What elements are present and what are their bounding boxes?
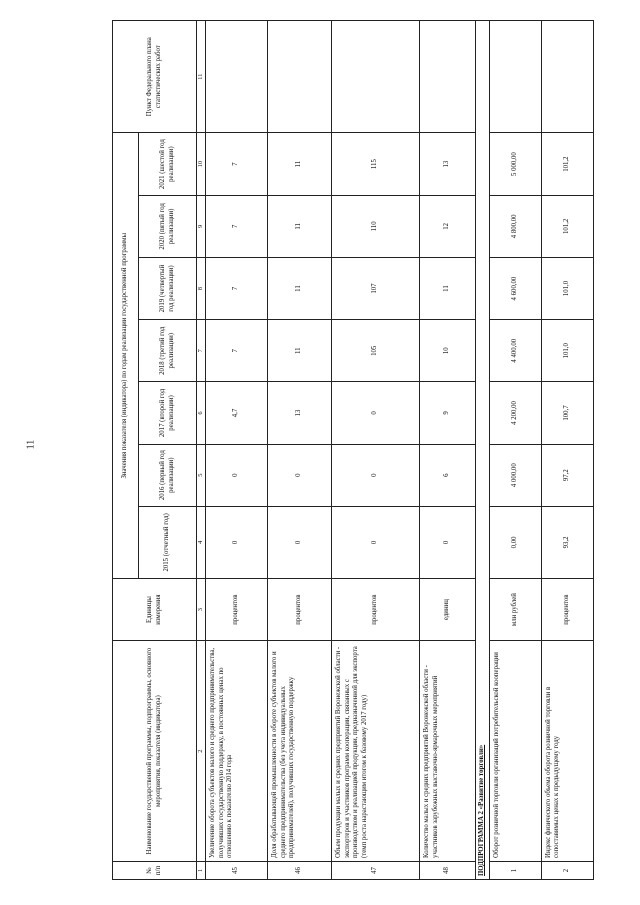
row-name: Объем продукции малых и средних предприятий Воронежской области - экспортеров и участников программ кооперации, связанных с производством и реализацией продукции, предназначенной для экспорта (темп роста нарастающим итогом к базовому 2017 году) [332,641,420,862]
row-value: 10 [420,320,476,382]
row-value: 0 [206,506,268,578]
row-value: 13 [268,382,332,444]
row-unit: млн рублей [489,579,541,641]
row-value: 4 800,00 [489,195,541,257]
row-value: 0 [332,382,420,444]
header-values-group: Значения показателя (индикатора) по годам реализации государственной программы [113,133,139,579]
header-year-2015: 2015 (отчетный год) [139,506,197,578]
table-row [268,21,332,880]
row-plan [206,21,268,133]
row-value: 11 [268,320,332,382]
column-index: 7 [197,320,206,382]
subprogram-row [476,21,489,880]
row-value: 7 [206,195,268,257]
row-value: 101,0 [541,320,593,382]
row-unit: единиц [420,579,476,641]
row-value: 7 [206,320,268,382]
row-value: 11 [268,133,332,195]
row-value: 110 [332,195,420,257]
header-year-2017: 2017 (второй год реализации) [139,382,197,444]
row-num: 48 [420,861,476,879]
column-index: 10 [197,133,206,195]
row-value: 0 [206,444,268,506]
column-index: 3 [197,579,206,641]
column-index: 5 [197,444,206,506]
row-value: 11 [420,257,476,319]
row-num: 2 [541,861,593,879]
row-value: 101,2 [541,133,593,195]
row-value: 105 [332,320,420,382]
header-unit: Единицы измерения [113,579,197,641]
column-index: 2 [197,641,206,862]
row-value: 7 [206,133,268,195]
table-row [420,21,476,880]
row-num: 45 [206,861,268,879]
table-row [489,21,541,880]
indicators-table [112,20,594,880]
row-name: Увеличение оборота субъектов малого и среднего предпринимательства, получивших государственную поддержку, в постоянных ценах по отношению к показателю 2014 года [206,641,268,862]
column-index: 1 [197,861,206,879]
row-value: 11 [268,257,332,319]
row-unit: процентов [541,579,593,641]
row-value: 0 [268,444,332,506]
column-index: 9 [197,195,206,257]
row-unit: процентов [206,579,268,641]
header-year-2018: 2018 (третий год реализации) [139,320,197,382]
table-row [206,21,268,880]
row-value: 9 [420,382,476,444]
column-index: 6 [197,382,206,444]
header-name: Наименование государственной программы, подпрограммы, основного мероприятия, показателя (индикатора) [113,641,197,862]
row-value: 0 [332,506,420,578]
row-value: 115 [332,133,420,195]
rotated-table-container [112,20,624,880]
row-name: Доля обрабатывающей промышленности в обороте субъектов малого и среднего предпринимательства (без учета индивидуальных предпринимателей), получивших государственную поддержку [268,641,332,862]
row-unit: процентов [268,579,332,641]
row-value: 101,2 [541,195,593,257]
header-plan: Пункт Федерального плана статистических работ [113,21,197,133]
row-name: Индекс физического объема оборота розничной торговли в сопоставимых ценах к предыдущему году [541,641,593,862]
column-index: 4 [197,506,206,578]
table-row [541,21,593,880]
row-value: 4 600,00 [489,257,541,319]
header-year-2019: 2019 (четвертый год реализации) [139,257,197,319]
header-year-2021: 2021 (шестой год реализации) [139,133,197,195]
row-num: 47 [332,861,420,879]
row-plan [489,21,541,133]
header-year-2020: 2020 (пятый год реализации) [139,195,197,257]
row-value: 11 [268,195,332,257]
row-unit: процентов [332,579,420,641]
row-plan [541,21,593,133]
row-plan [332,21,420,133]
row-value: 101,0 [541,257,593,319]
row-value: 0,00 [489,506,541,578]
column-index-row [197,21,206,880]
row-plan [420,21,476,133]
table-row [332,21,420,880]
page-number: 11 [25,439,37,450]
row-value: 5 000,00 [489,133,541,195]
row-value: 4,7 [206,382,268,444]
column-index: 8 [197,257,206,319]
row-num: 46 [268,861,332,879]
row-value: 4 400,00 [489,320,541,382]
row-value: 100,7 [541,382,593,444]
row-value: 12 [420,195,476,257]
row-value: 4 000,00 [489,444,541,506]
row-name: Оборот розничной торговли организаций потребительской кооперации [489,641,541,862]
header-year-2016: 2016 (первый год реализации) [139,444,197,506]
row-num: 1 [489,861,541,879]
row-value: 107 [332,257,420,319]
row-value: 7 [206,257,268,319]
row-value: 6 [420,444,476,506]
column-index: 11 [197,21,206,133]
row-value: 0 [420,506,476,578]
row-value: 0 [268,506,332,578]
row-plan [268,21,332,133]
row-value: 0 [332,444,420,506]
row-value: 97,2 [541,444,593,506]
row-value: 13 [420,133,476,195]
row-value: 93,2 [541,506,593,578]
row-name: Количество малых и средних предприятий Воронежской области - участников зарубежных выставочно-ярмарочных мероприятий [420,641,476,862]
header-num: № п/п [113,861,197,879]
row-value: 4 200,00 [489,382,541,444]
subprogram-title: ПОДПРОГРАММА 2 «Развитие торговли» [476,21,489,880]
